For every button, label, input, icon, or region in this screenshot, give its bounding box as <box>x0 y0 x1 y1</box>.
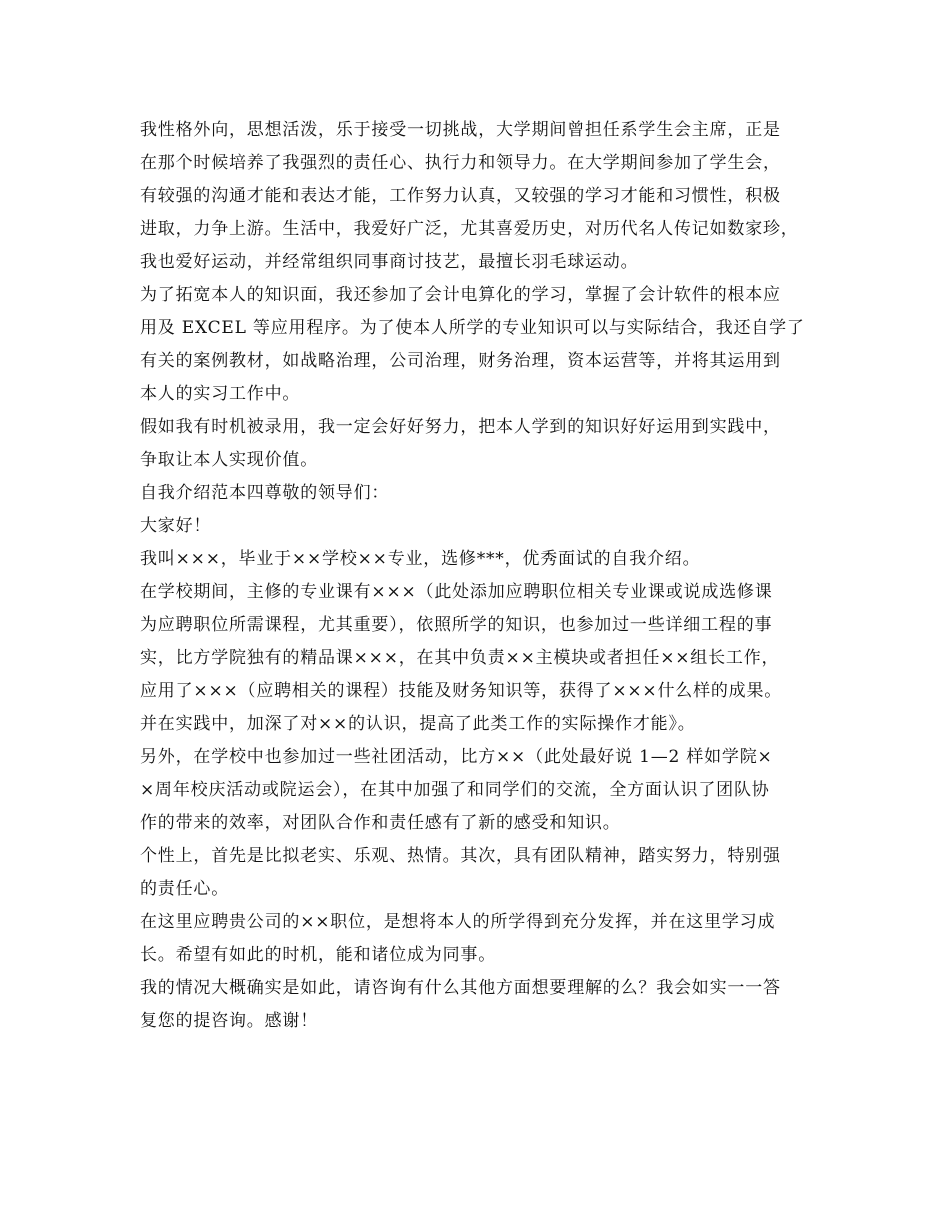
text-line: 大家好！ <box>140 516 212 536</box>
text-line: 另外，在学校中也参加过一些社团活动，比方××（此处最好说 1—2 样如学院× <box>140 747 773 767</box>
text-line: 我的情况大概确实是如此，请咨询有什么其他方面想要理解的么？我会如实一一答 <box>140 978 781 998</box>
text-line: 应用了×××（应聘相关的课程）技能及财务知识等，获得了×××什么样的成果。 <box>140 681 783 701</box>
text-line: 并在实践中，加深了对××的认识，提高了此类工作的实际操作才能》。 <box>140 714 696 734</box>
text-line: 的责任心。 <box>140 879 229 899</box>
text-line: 个性上，首先是比拟老实、乐观、热情。其次，具有团队精神，踏实努力，特别强 <box>140 846 781 866</box>
text-line: 我叫×××，毕业于××学校××专业，选修***，优秀面试的自我介绍。 <box>140 549 701 569</box>
text-line: 长。希望有如此的时机，能和诸位成为同事。 <box>140 945 496 965</box>
document-body <box>140 114 822 1038</box>
text-line: 为应聘职位所需课程，尤其重要），依照所学的知识，也参加过一些详细工程的事 <box>140 615 773 635</box>
text-line: 为了拓宽本人的知识面，我还参加了会计电算化的学习，掌握了会计软件的根本应 <box>140 285 781 305</box>
text-line: 有较强的沟通才能和表达才能，工作努力认真，又较强的学习才能和习惯性，积极 <box>140 186 781 206</box>
text-line: 实，比方学院独有的精品课×××，在其中负责××主模块或者担任××组长工作， <box>140 648 780 668</box>
text-line: 在那个时候培养了我强烈的责任心、执行力和领导力。在大学期间参加了学生会， <box>140 153 781 173</box>
text-line: 本人的实习工作中。 <box>140 384 301 404</box>
text-line: 进取，力争上游。生活中，我爱好广泛，尤其喜爱历史，对历代名人传记如数家珍， <box>140 219 799 239</box>
text-line: 自我介绍范本四尊敬的领导们： <box>140 483 390 503</box>
text-line: ×周年校庆活动或院运会），在其中加强了和同学们的交流，全方面认识了团队协 <box>140 780 770 800</box>
text-line: 在学校期间，主修的专业课有×××（此处添加应聘职位相关专业课或说成选修课 <box>140 582 773 602</box>
text-line: 假如我有时机被录用，我一定会好好努力，把本人学到的知识好好运用到实践中， <box>140 417 781 437</box>
text-line: 争取让本人实现价值。 <box>140 450 318 470</box>
text-line: 有关的案例教材，如战略治理，公司治理，财务治理，资本运营等，并将其运用到 <box>140 351 781 371</box>
text-line: 在这里应聘贵公司的××职位，是想将本人的所学得到充分发挥，并在这里学习成 <box>140 912 776 932</box>
text-line: 我性格外向，思想活泼，乐于接受一切挑战，大学期间曾担任系学生会主席，正是 <box>140 120 781 140</box>
text-line: 复您的提咨询。感谢！ <box>140 1011 318 1031</box>
text-line: 用及 EXCEL 等应用程序。为了使本人所学的专业知识可以与实际结合，我还自学了 <box>140 318 805 338</box>
text-line: 作的带来的效率，对团队合作和责任感有了新的感受和知识。 <box>140 813 621 833</box>
text-line: 我也爱好运动，并经常组织同事商讨技艺，最擅长羽毛球运动。 <box>140 252 639 272</box>
